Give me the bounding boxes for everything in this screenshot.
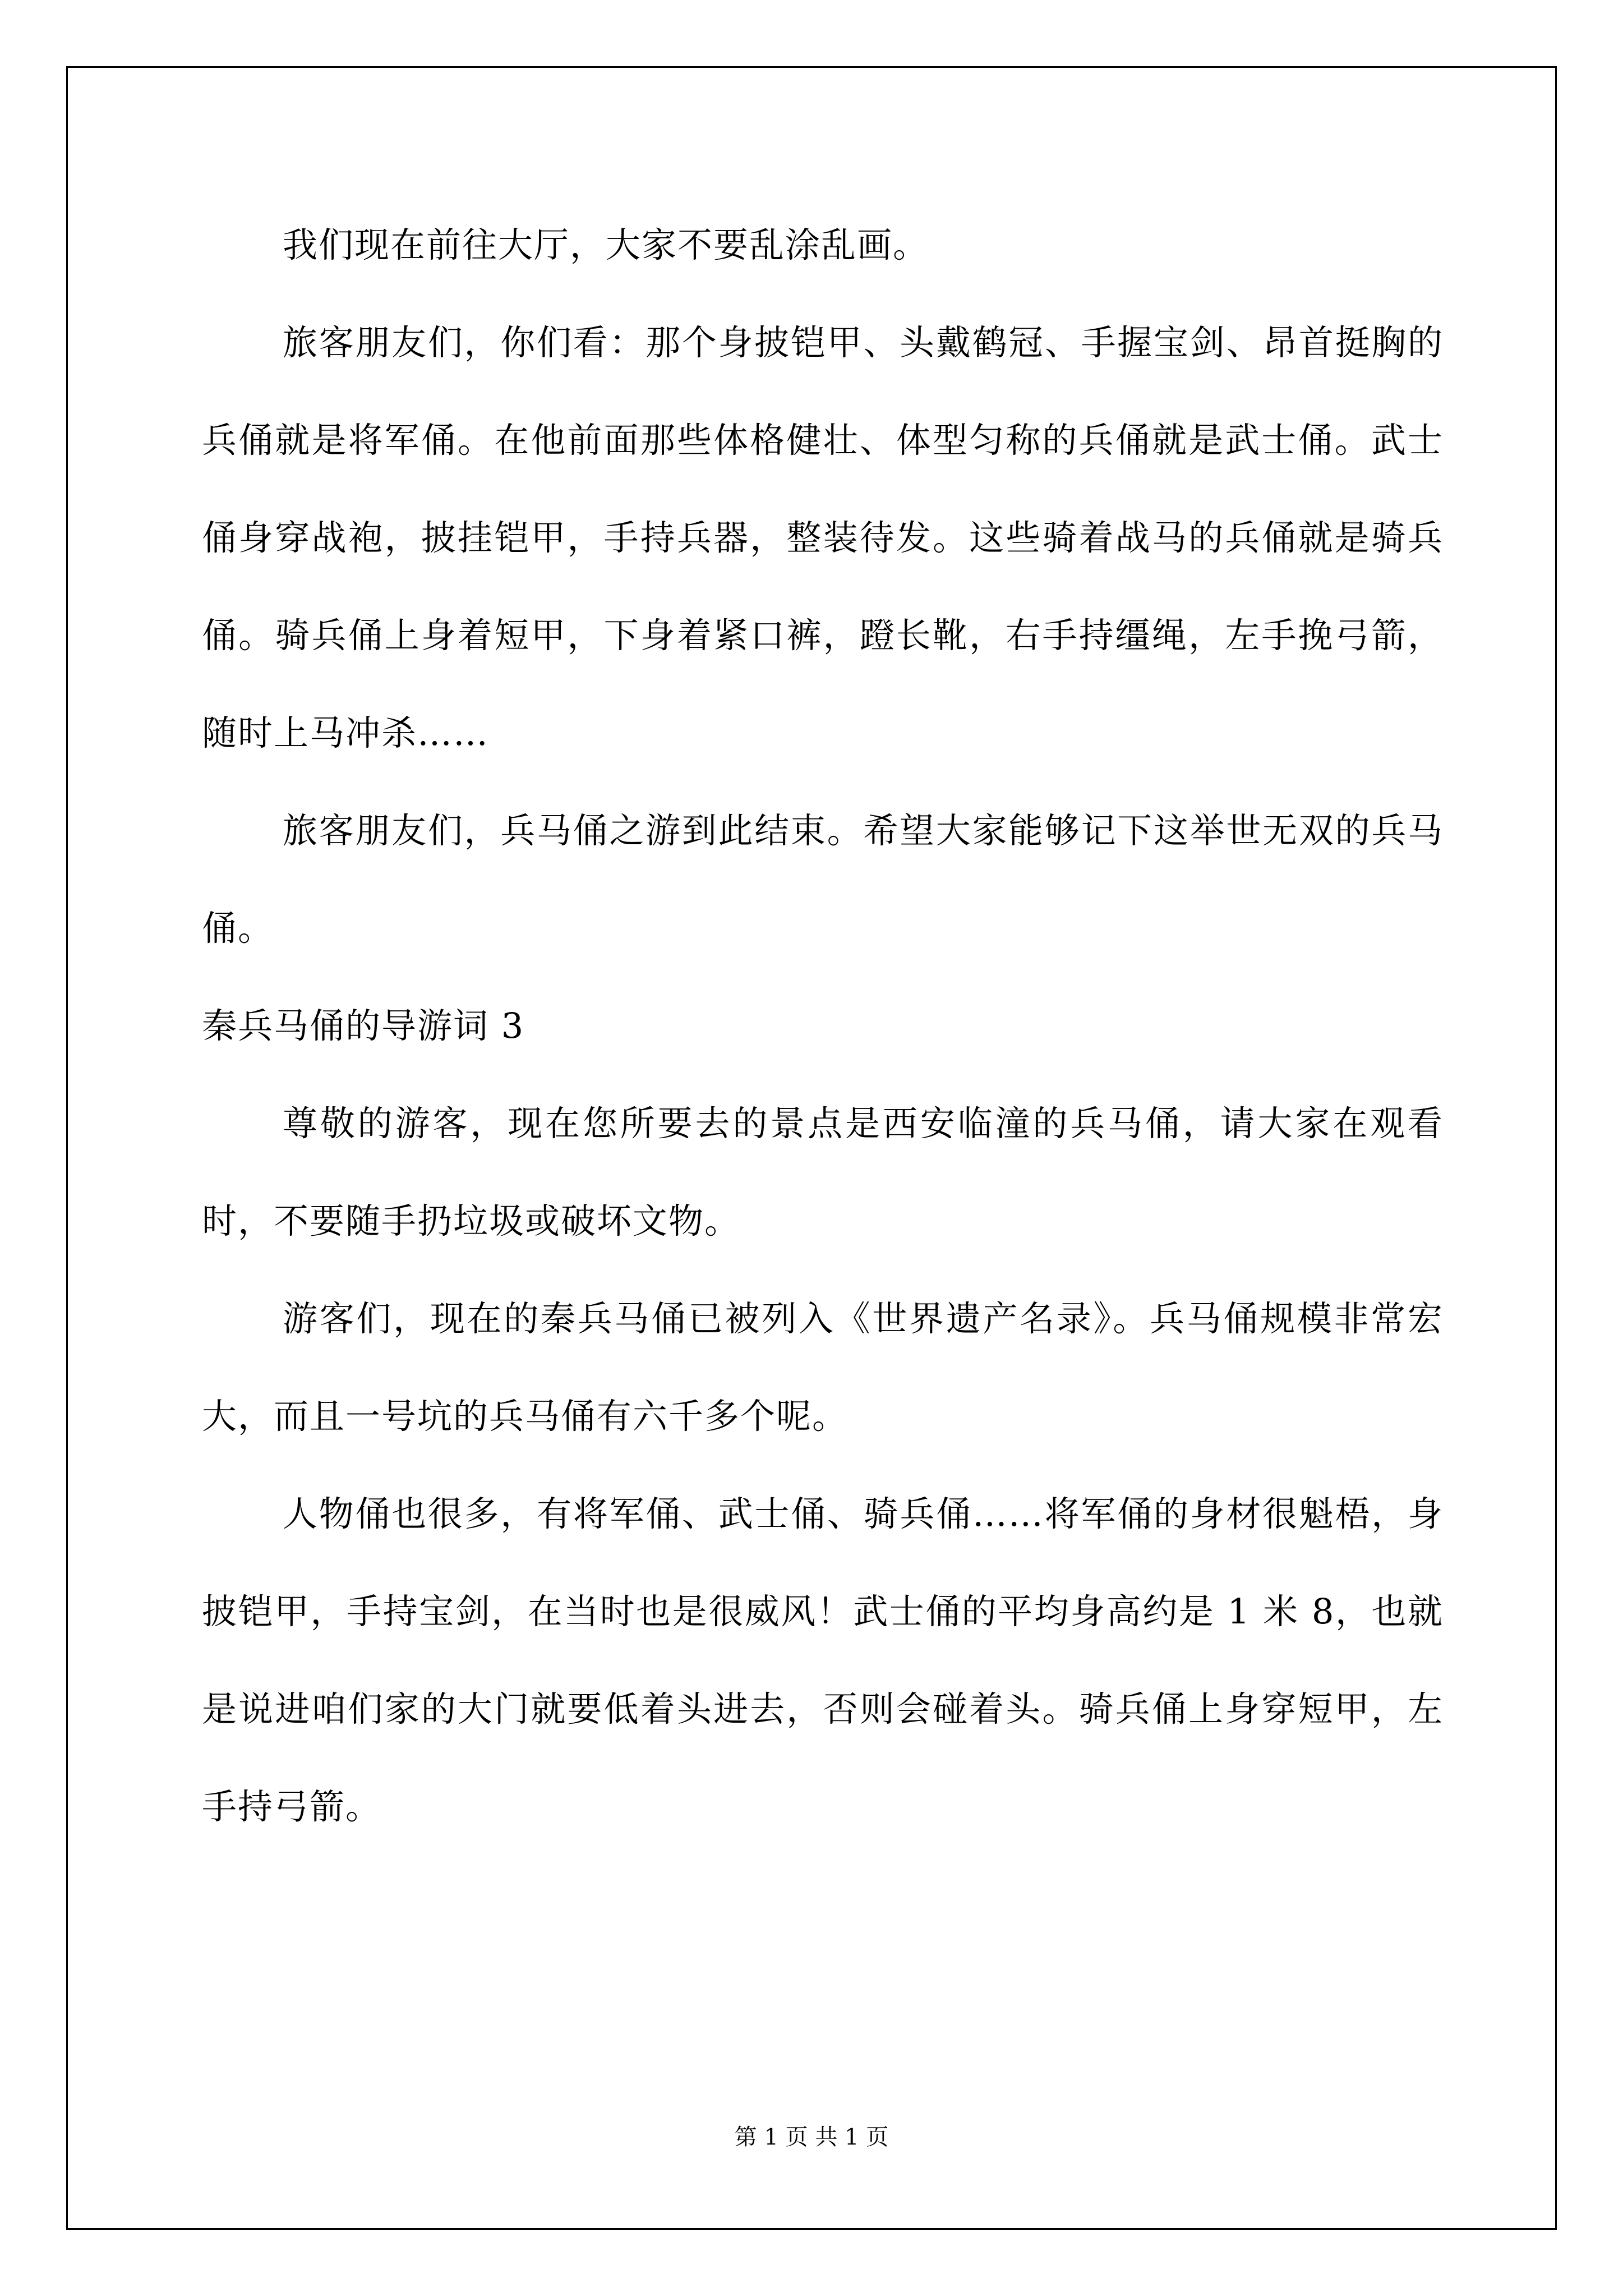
document-body (202, 196, 1444, 1856)
paragraph: 游客们，现在的秦兵马俑已被列入《世界遗产名录》。兵马俑规模非常宏大，而且一号坑的兵马俑有六千多个呢。 (202, 1298, 1444, 1437)
paragraph: 人物俑也很多，有将军俑、武士俑、骑兵俑……将军俑的身材很魁梧，身披铠甲，手持宝剑，在当时也是很威风！武士俑的平均身高约是 1 米 8，也就是说进咱们家的大门就要低着头进去，否则会碰着头。骑兵俑上身穿短甲，左手持弓箭。 (202, 1493, 1444, 1827)
paragraph: 旅客朋友们，你们看：那个身披铠甲、头戴鹤冠、手握宝剑、昂首挺胸的兵俑就是将军俑。在他前面那些体格健壮、体型匀称的兵俑就是武士俑。武士俑身穿战袍，披挂铠甲，手持兵器，整装待发。这些骑着战马的兵俑就是骑兵俑。骑兵俑上身着短甲，下身着紧口裤，蹬长靴，右手持缰绳，左手挽弓箭，随时上马冲杀…… (202, 322, 1444, 753)
paragraph: 旅客朋友们，兵马俑之游到此结束。希望大家能够记下这举世无双的兵马俑。 (202, 810, 1444, 949)
page-footer: 第 1 页 共 1 页 (734, 2124, 889, 2150)
section-heading: 秦兵马俑的导游词 3 (202, 1005, 525, 1046)
paragraph: 我们现在前往大厅，大家不要乱涂乱画。 (283, 224, 929, 265)
paragraph: 尊敬的游客，现在您所要去的景点是西安临潼的兵马俑，请大家在观看时，不要随手扔垃圾或破坏文物。 (202, 1103, 1444, 1241)
